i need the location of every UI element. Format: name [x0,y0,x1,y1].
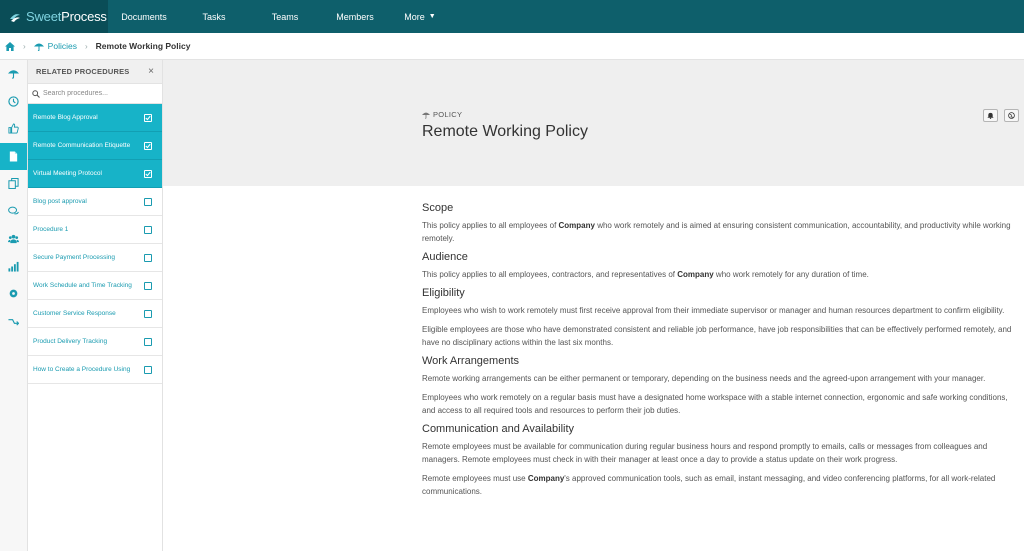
procedure-item[interactable] [28,300,162,328]
procedure-list [28,104,162,384]
section-heading-communication: Communication and Availability [422,423,575,435]
nav-teams[interactable]: Teams [271,11,299,22]
rail-copies[interactable] [0,170,27,198]
comments-icon [8,206,19,217]
procedure-checkbox[interactable] [144,338,152,346]
nav-tasks[interactable]: Tasks [202,11,226,22]
breadcrumb-policies-label: Policies [47,41,77,51]
icon-rail [0,60,28,551]
paragraph-scope: This policy applies to all employees of Company who work remotely and is aimed at ensuring consistent communication, accountability, and productivity while working remotely. [422,221,1011,243]
umbrella-icon [8,68,19,79]
procedure-checkbox[interactable] [144,282,152,290]
close-icon[interactable]: × [148,66,154,77]
procedure-item-label: Work Schedule and Time Tracking [33,282,132,289]
umbrella-icon [422,111,430,119]
procedure-checkbox[interactable] [144,254,152,262]
panel-header [28,60,162,84]
section-heading-audience: Audience [422,251,468,263]
procedure-item-label: Customer Service Response [33,310,116,317]
document-body [422,202,1022,504]
document-type [422,110,462,119]
document-header [163,60,1024,186]
section-heading-work-arrangements: Work Arrangements [422,355,520,367]
nav-members[interactable]: Members [336,11,374,22]
signal-bars-icon [8,261,19,272]
procedure-item-label: Remote Blog Approval [33,114,98,121]
document-icon [8,151,19,162]
top-navbar [0,0,1024,33]
procedure-item[interactable] [28,328,162,356]
document-view [163,60,1024,551]
breadcrumb-current: Remote Working Policy [95,41,191,51]
logo-mark-icon [8,10,22,24]
procedure-checkbox[interactable] [144,310,152,318]
globe-icon [1008,112,1015,119]
breadcrumb [0,33,1024,60]
procedure-checkbox[interactable] [144,226,152,234]
rail-stats[interactable] [0,253,27,281]
procedure-checkbox[interactable] [144,114,152,122]
umbrella-icon [34,42,44,51]
header-actions [983,109,1019,122]
paragraph-eligibility-2: Eligible employees are those who have demonstrated consistent and reliable job performance, have job responsibilities that can be effectively performed remotely, and have no disciplinary actions within the last six months. [422,325,1012,347]
rail-policies[interactable] [0,60,27,88]
main-nav [108,0,452,33]
procedure-checkbox[interactable] [144,170,152,178]
share-button[interactable] [1004,109,1019,122]
procedure-item[interactable] [28,216,162,244]
chevron-down-icon: ▼ [428,13,436,20]
sweetprocess-logo[interactable] [0,0,108,33]
rail-approvals[interactable] [0,115,27,143]
users-icon [8,233,19,244]
procedure-item[interactable] [28,188,162,216]
procedure-item[interactable] [28,272,162,300]
related-procedures-panel [28,60,163,551]
home-icon[interactable] [5,42,15,51]
thumbs-up-icon [8,123,19,134]
check-icon [145,143,151,149]
nav-more-label: More [404,11,425,22]
search-input[interactable] [43,90,153,97]
paragraph-eligibility-1: Employees who wish to work remotely must first receive approval from their immediate supervisor or manager and human resources department to confirm eligibility. [422,306,1005,315]
section-heading-eligibility: Eligibility [422,287,465,299]
procedure-item-label: Remote Communication Etiquette [33,142,131,149]
clock-icon [8,96,19,107]
procedure-item-label: Secure Payment Processing [33,254,116,261]
search-bar [28,84,162,104]
rail-settings[interactable] [0,280,27,308]
rail-related-procedures[interactable] [0,143,27,171]
paragraph-communication-2: Remote employees must use Company's approved communication tools, such as email, instant messaging, and video conferencing platforms, for all work-related communications. [422,474,996,496]
procedure-checkbox[interactable] [144,198,152,206]
check-icon [145,171,151,177]
flow-icon [8,316,19,327]
document-title: Remote Working Policy [422,123,588,140]
search-icon [32,90,40,98]
bell-icon [987,112,994,119]
procedure-item-label: Product Delivery Tracking [33,338,108,345]
panel-title: RELATED PROCEDURES [36,67,130,76]
breadcrumb-separator-icon: › [23,41,26,51]
paragraph-work-1: Remote working arrangements can be either permanent or temporary, depending on the business needs and the agreed-upon arrangement with your manager. [422,374,986,383]
check-icon [145,115,151,121]
document-type-label: POLICY [433,110,463,119]
paragraph-communication-1: Remote employees must be available for communication during regular business hours and respond promptly to emails, calls or messages from colleagues and managers. Remote employees must check in with their manager at least once a day to provide a status update on their work progress. [422,442,988,464]
breadcrumb-separator-icon: › [84,41,88,51]
procedure-item[interactable] [28,160,162,188]
rail-history[interactable] [0,88,27,116]
procedure-item[interactable] [28,104,162,132]
rail-comments[interactable] [0,198,27,226]
procedure-item[interactable] [28,356,162,384]
notifications-button[interactable] [983,109,998,122]
rail-flow[interactable] [0,308,27,336]
procedure-item-label: Virtual Meeting Protocol [33,170,102,177]
procedure-item-label: How to Create a Procedure Using [33,366,131,373]
rail-team[interactable] [0,225,27,253]
procedure-item-label: Procedure 1 [33,226,69,233]
breadcrumb-policies[interactable] [34,41,77,51]
procedure-item[interactable] [28,244,162,272]
procedure-checkbox[interactable] [144,366,152,374]
nav-documents[interactable]: Documents [121,11,167,22]
brand-name: SweetProcess [26,9,107,24]
procedure-item[interactable] [28,132,162,160]
paragraph-work-2: Employees who work remotely on a regular basis must have a designated home workspace with a stable internet connection, ergonomic and safe working conditions, and access to all required tools and resources to perform their job duties. [422,393,1008,415]
gear-icon [8,288,19,299]
procedure-checkbox[interactable] [144,142,152,150]
copy-icon [8,178,19,189]
section-heading-scope: Scope [422,202,454,214]
paragraph-audience: This policy applies to all employees, contractors, and representatives of Company who work remotely for any duration of time. [422,270,869,279]
nav-more[interactable] [388,0,452,33]
procedure-item-label: Blog post approval [33,198,87,205]
